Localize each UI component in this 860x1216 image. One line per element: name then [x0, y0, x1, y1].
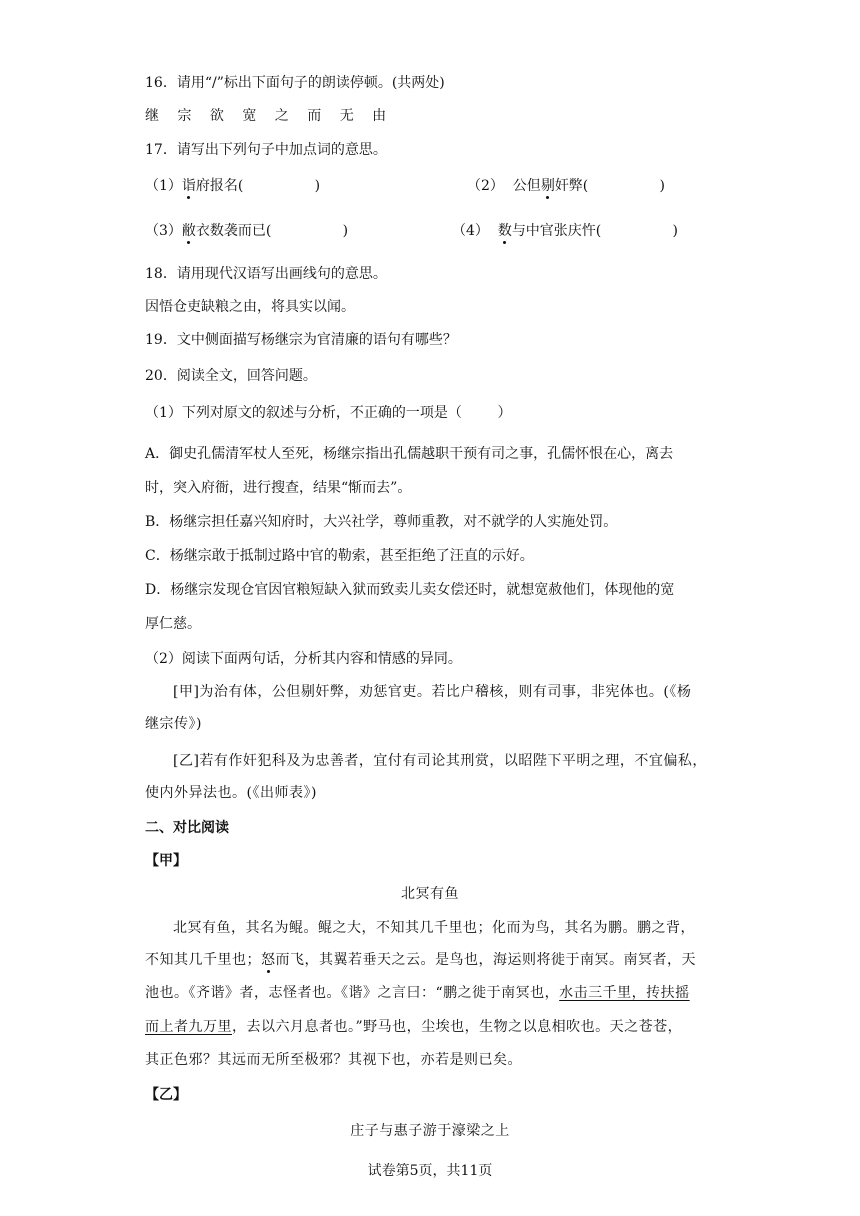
quote-yi-line1: [乙]若有作奸犯科及为忠善者，宜付有司论其刑赏，以昭陛下平明之理，不宜偏私，: [173, 753, 707, 769]
option-a-line1: A．御史孔儒清军杖人至死，杨继宗指出孔儒越职干预有司之事，孔儒怀恨在心，离去: [145, 446, 674, 462]
q17-item-1: （1）诣府报名( ): [145, 178, 321, 194]
section-title: 二、对比阅读: [145, 820, 229, 836]
q20-part1: （1）下列对原文的叙述与分析，不正确的一项是（ ）: [145, 405, 512, 421]
passage-jia-title: 北冥有鱼: [401, 886, 459, 902]
passage-jia-line2: 不知其几千里也；怒而飞，其翼若垂天之云。是鸟也，海运则将徙于南冥。南冥者，天: [145, 952, 696, 968]
page-footer: 试卷第5页，共11页: [367, 1163, 493, 1179]
dotted-char: 敝: [181, 223, 196, 239]
underlined-phrase: 水击三千里，抟扶摇: [559, 985, 690, 1001]
q16-sentence: 继 宗 欲 宽 之 而 无 由: [145, 108, 394, 124]
dotted-char: 数: [497, 223, 512, 239]
q17-title: 17．请写出下列句子中加点词的意思。: [145, 142, 387, 158]
q18-title: 18．请用现代汉语写出画线句的意思。: [145, 266, 387, 282]
dotted-char: 剔: [540, 178, 555, 194]
passage-yi-title: 庄子与惠子游于濠梁之上: [350, 1123, 510, 1139]
q19-title: 19．文中侧面描写杨继宗为官清廉的语句有哪些？: [145, 332, 457, 348]
passage-jia-line4: 而上者九万里，去以六月息者也。”野马也，尘埃也，生物之以息相吹也。天之苍苍，: [145, 1019, 683, 1035]
q17-item-3: （3）敝衣数袭而已( ): [145, 223, 349, 239]
passage-jia-line1: 北冥有鱼，其名为鲲。鲲之大，不知其几千里也；化而为鸟，其名为鹏。鹏之背，: [173, 920, 695, 936]
q20-title: 20．阅读全文，回答问题。: [145, 368, 317, 384]
q17-item-4: （4） 数与中官张庆忤( ): [452, 223, 678, 239]
option-d-line1: D．杨继宗发现仓官因官粮短缺入狱而致卖儿卖女偿还时，就想宽赦他们，体现他的宽: [145, 582, 675, 598]
passage-jia-line3: 池也。《齐谐》者，志怪者也。《谐》之言曰：“鹏之徙于南冥也，水击三千里，抟扶摇: [145, 985, 690, 1001]
option-b: B．杨继宗担任嘉兴知府时，大兴社学，尊师重教，对不就学的人实施处罚。: [145, 514, 618, 530]
quote-jia-line1: [甲]为治有体，公但剔奸弊，劝惩官吏。若比户稽核，则有司事，非宪体也。(《杨: [173, 684, 692, 700]
underlined-phrase: 而上者九万里: [145, 1019, 232, 1035]
label-jia: 【甲】: [145, 853, 187, 869]
q16-line: 16．请用“/”标出下面句子的朗读停顿。(共两处): [145, 75, 445, 91]
quote-jia-line2: 继宗传》): [145, 716, 202, 732]
q18-text: 因悟仓吏缺粮之由，将具实以闻。: [145, 299, 355, 315]
passage-jia-line5: 其正色邪？其远而无所至极邪？其视下也，亦若是则已矣。: [145, 1052, 522, 1068]
option-a-line2: 时，突入府衙，进行搜查，结果“惭而去”。: [145, 480, 412, 496]
dotted-char: 怒: [261, 952, 276, 968]
option-c: C．杨继宗敢于抵制过路中官的勒索，甚至拒绝了汪直的示好。: [145, 548, 534, 564]
q20-part2: （2）阅读下面两句话，分析其内容和情感的异同。: [145, 651, 462, 667]
option-d-line2: 厚仁慈。: [145, 616, 201, 632]
quote-yi-line2: 使内外异法也。(《出师表》): [145, 785, 317, 801]
label-yi: 【乙】: [145, 1087, 187, 1103]
q17-item-2: （2） 公但剔奸弊( ): [467, 178, 665, 194]
dotted-char: 诣: [181, 178, 196, 194]
